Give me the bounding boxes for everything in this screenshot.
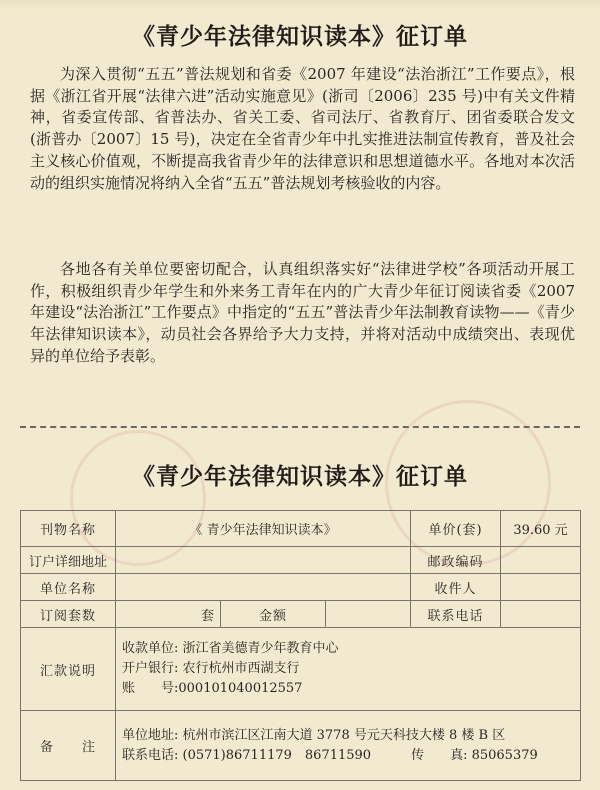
intro-paragraph-1 [30,64,575,194]
publication-value: 《 青少年法律知识读本》 [116,511,411,547]
remit-info [116,628,581,711]
form-title: 《青少年法律知识读本》征订单 [132,463,468,490]
page-title: 《青少年法律知识读本》征订单 [132,23,468,50]
set-unit-text: 套 [200,608,214,624]
unit-label: 单位名称 [21,574,116,601]
amount-label: 金额 [221,601,326,628]
recipient-field[interactable] [501,574,581,601]
remit-line-payee: 收款单位: 浙江省美德青少年教育中心 [122,641,339,656]
row-quantity [21,601,581,628]
remit-line-account [122,679,574,699]
row-address [21,547,581,574]
account-label: 账 号: [122,681,179,696]
row-publication [21,511,581,547]
notes-info [116,711,581,781]
paragraph-text: 各地各有关单位要密切配合，认真组织落实好“法律进学校”各项活动开展工作，积极组织青少年学生和外来务工青年在内的广大青少年征订阅读省委《2007 年建设“法治浙江”工作要点》中指定的“五五”普法青少年法制教育读物——《青少年法律知识读本》，动员社会各界给予大力支持，并将对活动中成绩突出、表现优异的单位给予表彰。 [30,260,575,365]
price-value: 39.60 元 [501,511,581,547]
row-unit [21,574,581,601]
order-form-table [20,510,581,781]
postcode-field[interactable] [501,547,581,574]
address-label: 订户详细地址 [21,547,116,574]
notes-phone: 联系电话: (0571)86711179 86711590 [122,747,372,763]
top-edge-strip [0,0,600,10]
cut-line-divider [20,426,580,428]
account-number: 000101040012557 [178,681,303,696]
notes-label: 备 注 [21,711,116,781]
phone-field[interactable] [501,601,581,628]
unit-field[interactable] [116,574,411,601]
remit-label: 汇款说明 [21,628,116,711]
recipient-label: 收件人 [411,574,501,601]
notes-fax: 传 真: 85065379 [411,747,538,763]
intro-paragraph-2 [30,259,575,368]
paragraph-text: 为深入贯彻“五五”普法规划和省委《2007 年建设“法治浙江”工作要点》，根据《浙江省开展“法律六进”活动实施意见》(浙司〔2006〕235 号)中有关文件精神，省委宣传部、省普法办、省关工委、省司法厅、省教育厅、团省委联合发文(浙普办〔2007〕15 号)，决定在全省青少年中扎实推进法制宣传教育，普及社会主义核心价值观，不断提高我省青少年的法律意识和思想道德水平。各地对本次活动的组织实施情况将纳入全省“五五”普法规划考核验收的内容。 [30,65,575,192]
notes-address: 单位地址: 杭州市滨江区江南大道 3778 号元天科技大楼 8 楼 B 区 [122,727,506,743]
phone-label: 联系电话 [411,601,501,628]
amount-field[interactable] [326,601,411,628]
quantity-label: 订阅套数 [21,601,116,628]
remit-line-bank: 开户银行: 农行杭州市西湖支行 [122,661,300,676]
quantity-field[interactable] [116,601,221,628]
publication-label: 刊物名称 [21,511,116,547]
price-label: 单价(套) [411,511,501,547]
notes-contact [122,746,574,766]
row-notes [21,711,581,781]
postcode-label: 邮政编码 [411,547,501,574]
row-remittance [21,628,581,711]
address-field[interactable] [116,547,411,574]
